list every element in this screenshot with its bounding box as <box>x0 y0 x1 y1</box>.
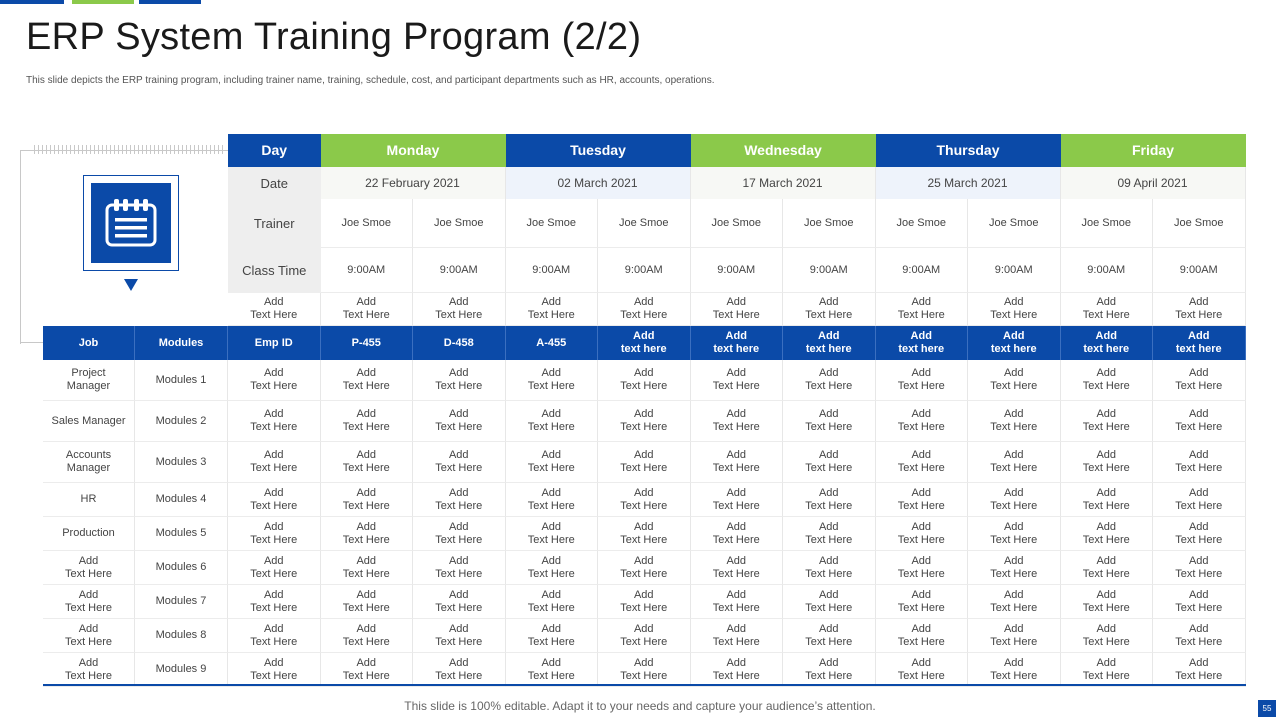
employee-header: Add text here <box>968 326 1061 360</box>
module-cell: Modules 9 <box>135 653 228 687</box>
class-time-cell: 9:00AM <box>506 248 599 293</box>
trainer-cell: Joe Smoe <box>1061 199 1154 248</box>
trainer-cell: Joe Smoe <box>691 199 784 248</box>
employee-header: Add text here <box>1061 326 1154 360</box>
table-cell: Add Text Here <box>321 585 414 619</box>
date-cell: 22 February 2021 <box>321 167 506 199</box>
module-cell: Modules 4 <box>135 483 228 517</box>
table-cell: Add Text Here <box>876 442 969 483</box>
class-time-label: Class Time <box>228 248 321 293</box>
job-cell: Sales Manager <box>43 401 135 442</box>
table-cell: Add Text Here <box>598 360 691 401</box>
placeholder-cell: Add Text Here <box>598 293 691 326</box>
placeholder-cell: Add Text Here <box>228 293 321 326</box>
module-cell: Modules 2 <box>135 401 228 442</box>
table-cell: Add Text Here <box>1061 619 1154 653</box>
decorative-bracket <box>20 342 44 343</box>
job-cell: Production <box>43 517 135 551</box>
trainer-cell: Joe Smoe <box>321 199 414 248</box>
table-cell: Add Text Here <box>876 551 969 585</box>
module-cell: Modules 5 <box>135 517 228 551</box>
table-cell: Add Text Here <box>598 585 691 619</box>
table-cell: Add Text Here <box>228 483 321 517</box>
employee-header: Emp ID <box>228 326 321 360</box>
trainer-label: Trainer <box>228 199 321 248</box>
table-cell: Add Text Here <box>691 517 784 551</box>
placeholder-cell: Add Text Here <box>691 293 784 326</box>
date-label: Date <box>228 167 321 199</box>
table-cell: Add Text Here <box>506 653 599 687</box>
table-cell: Add Text Here <box>876 360 969 401</box>
placeholder-cell: Add Text Here <box>968 293 1061 326</box>
day-header: Friday <box>1061 134 1246 167</box>
table-cell: Add Text Here <box>598 401 691 442</box>
day-header-label: Day <box>228 134 321 167</box>
trainer-cell: Joe Smoe <box>783 199 876 248</box>
employee-header: Modules <box>135 326 228 360</box>
table-cell: Add Text Here <box>876 483 969 517</box>
table-cell: Add Text Here <box>876 517 969 551</box>
table-cell: Add Text Here <box>1153 517 1246 551</box>
page-title: ERP System Training Program (2/2) <box>26 16 642 58</box>
table-cell: Add Text Here <box>783 483 876 517</box>
table-cell: Add Text Here <box>321 442 414 483</box>
table-cell: Add Text Here <box>691 619 784 653</box>
placeholder-cell: Add Text Here <box>783 293 876 326</box>
table-cell: Add Text Here <box>691 551 784 585</box>
table-cell: Add Text Here <box>228 619 321 653</box>
table-cell: Add Text Here <box>876 401 969 442</box>
trainer-cell: Joe Smoe <box>506 199 599 248</box>
training-table <box>43 134 1246 687</box>
table-cell: Add Text Here <box>321 551 414 585</box>
page-subtitle: This slide depicts the ERP training program, including trainer name, training, schedule, cost, and participant departments such as HR, accounts, operations. <box>26 75 715 86</box>
day-header: Thursday <box>876 134 1061 167</box>
class-time-cell: 9:00AM <box>876 248 969 293</box>
table-cell: Add Text Here <box>506 483 599 517</box>
table-cell: Add Text Here <box>1153 483 1246 517</box>
table-cell: Add Text Here <box>321 517 414 551</box>
employee-header: P-455 <box>321 326 414 360</box>
placeholder-cell: Add Text Here <box>876 293 969 326</box>
table-cell: Add Text Here <box>506 517 599 551</box>
table-cell: Add Text Here <box>228 585 321 619</box>
table-cell: Add Text Here <box>968 401 1061 442</box>
table-cell: Add Text Here <box>321 653 414 687</box>
trainer-cell: Joe Smoe <box>413 199 506 248</box>
table-cell: Add Text Here <box>1153 653 1246 687</box>
day-header: Tuesday <box>506 134 691 167</box>
table-cell: Add Text Here <box>876 619 969 653</box>
footer-note: This slide is 100% editable. Adapt it to your needs and capture your audience’s attention. <box>404 699 876 713</box>
table-cell: Add Text Here <box>506 585 599 619</box>
table-cell: Add Text Here <box>506 360 599 401</box>
table-cell: Add Text Here <box>691 653 784 687</box>
table-cell: Add Text Here <box>968 653 1061 687</box>
table-cell: Add Text Here <box>783 585 876 619</box>
table-cell: Add Text Here <box>598 483 691 517</box>
table-cell: Add Text Here <box>1061 360 1154 401</box>
trainer-cell: Joe Smoe <box>598 199 691 248</box>
date-cell: 25 March 2021 <box>876 167 1061 199</box>
employee-header: Add text here <box>598 326 691 360</box>
table-cell: Add Text Here <box>598 442 691 483</box>
job-cell: Add Text Here <box>43 619 135 653</box>
table-cell: Add Text Here <box>968 360 1061 401</box>
table-cell: Add Text Here <box>783 401 876 442</box>
date-cell: 02 March 2021 <box>506 167 691 199</box>
class-time-cell: 9:00AM <box>598 248 691 293</box>
table-cell: Add Text Here <box>228 401 321 442</box>
employee-header: A-455 <box>506 326 599 360</box>
accent-bar <box>0 0 64 4</box>
table-cell: Add Text Here <box>321 401 414 442</box>
employee-header: Job <box>43 326 135 360</box>
job-cell: Accounts Manager <box>43 442 135 483</box>
trainer-cell: Joe Smoe <box>876 199 969 248</box>
table-cell: Add Text Here <box>783 551 876 585</box>
class-time-cell: 9:00AM <box>413 248 506 293</box>
placeholder-cell: Add Text Here <box>321 293 414 326</box>
table-cell: Add Text Here <box>228 442 321 483</box>
date-cell: 17 March 2021 <box>691 167 876 199</box>
module-cell: Modules 1 <box>135 360 228 401</box>
table-cell: Add Text Here <box>321 360 414 401</box>
table-cell: Add Text Here <box>1061 401 1154 442</box>
table-cell: Add Text Here <box>1061 442 1154 483</box>
class-time-cell: 9:00AM <box>968 248 1061 293</box>
job-cell: HR <box>43 483 135 517</box>
table-cell: Add Text Here <box>228 551 321 585</box>
table-cell: Add Text Here <box>413 585 506 619</box>
table-cell: Add Text Here <box>783 619 876 653</box>
table-cell: Add Text Here <box>228 517 321 551</box>
module-cell: Modules 3 <box>135 442 228 483</box>
table-cell: Add Text Here <box>968 483 1061 517</box>
table-cell: Add Text Here <box>1153 619 1246 653</box>
table-cell: Add Text Here <box>1061 551 1154 585</box>
table-cell: Add Text Here <box>506 401 599 442</box>
employee-header: Add text here <box>876 326 969 360</box>
table-cell: Add Text Here <box>691 483 784 517</box>
accent-bar <box>72 0 134 4</box>
table-cell: Add Text Here <box>1061 585 1154 619</box>
table-cell: Add Text Here <box>1153 442 1246 483</box>
table-cell: Add Text Here <box>783 360 876 401</box>
employee-header: D-458 <box>413 326 506 360</box>
employee-header: Add text here <box>1153 326 1246 360</box>
trainer-cell: Joe Smoe <box>968 199 1061 248</box>
table-cell: Add Text Here <box>876 653 969 687</box>
table-cell: Add Text Here <box>1153 585 1246 619</box>
placeholder-cell: Add Text Here <box>506 293 599 326</box>
table-cell: Add Text Here <box>413 401 506 442</box>
table-cell: Add Text Here <box>413 442 506 483</box>
table-cell: Add Text Here <box>968 551 1061 585</box>
table-cell: Add Text Here <box>1061 517 1154 551</box>
table-cell: Add Text Here <box>1061 483 1154 517</box>
job-cell: Add Text Here <box>43 551 135 585</box>
placeholder-cell: Add Text Here <box>1153 293 1246 326</box>
table-cell: Add Text Here <box>506 551 599 585</box>
table-cell: Add Text Here <box>691 360 784 401</box>
table-cell: Add Text Here <box>413 619 506 653</box>
table-cell: Add Text Here <box>506 442 599 483</box>
table-cell: Add Text Here <box>876 585 969 619</box>
class-time-cell: 9:00AM <box>1061 248 1154 293</box>
job-cell: Add Text Here <box>43 653 135 687</box>
job-cell: Project Manager <box>43 360 135 401</box>
table-cell: Add Text Here <box>783 517 876 551</box>
employee-header: Add text here <box>783 326 876 360</box>
table-cell: Add Text Here <box>506 619 599 653</box>
class-time-cell: 9:00AM <box>1153 248 1246 293</box>
table-cell: Add Text Here <box>413 517 506 551</box>
module-cell: Modules 7 <box>135 585 228 619</box>
table-cell: Add Text Here <box>1153 360 1246 401</box>
table-cell: Add Text Here <box>413 551 506 585</box>
table-cell: Add Text Here <box>1153 401 1246 442</box>
job-cell: Add Text Here <box>43 585 135 619</box>
employee-header: Add text here <box>691 326 784 360</box>
table-cell: Add Text Here <box>598 653 691 687</box>
module-cell: Modules 8 <box>135 619 228 653</box>
module-cell: Modules 6 <box>135 551 228 585</box>
accent-bar <box>139 0 201 4</box>
day-header: Monday <box>321 134 506 167</box>
table-cell: Add Text Here <box>1061 653 1154 687</box>
table-cell: Add Text Here <box>598 619 691 653</box>
table-cell: Add Text Here <box>413 653 506 687</box>
table-cell: Add Text Here <box>598 517 691 551</box>
table-cell: Add Text Here <box>691 442 784 483</box>
table-cell: Add Text Here <box>321 619 414 653</box>
table-cell: Add Text Here <box>968 517 1061 551</box>
table-cell: Add Text Here <box>783 653 876 687</box>
placeholder-cell: Add Text Here <box>1061 293 1154 326</box>
table-cell: Add Text Here <box>228 360 321 401</box>
table-cell: Add Text Here <box>228 653 321 687</box>
table-cell: Add Text Here <box>968 442 1061 483</box>
table-cell: Add Text Here <box>413 483 506 517</box>
table-cell: Add Text Here <box>691 585 784 619</box>
table-bottom-rule <box>43 684 1246 686</box>
table-cell: Add Text Here <box>1153 551 1246 585</box>
class-time-cell: 9:00AM <box>783 248 876 293</box>
date-cell: 09 April 2021 <box>1061 167 1246 199</box>
table-cell: Add Text Here <box>968 619 1061 653</box>
class-time-cell: 9:00AM <box>321 248 414 293</box>
placeholder-cell: Add Text Here <box>413 293 506 326</box>
class-time-cell: 9:00AM <box>691 248 784 293</box>
table-cell: Add Text Here <box>321 483 414 517</box>
trainer-cell: Joe Smoe <box>1153 199 1246 248</box>
day-header: Wednesday <box>691 134 876 167</box>
table-cell: Add Text Here <box>691 401 784 442</box>
page-number: 55 <box>1258 700 1276 717</box>
table-cell: Add Text Here <box>783 442 876 483</box>
table-cell: Add Text Here <box>968 585 1061 619</box>
table-cell: Add Text Here <box>413 360 506 401</box>
table-cell: Add Text Here <box>598 551 691 585</box>
